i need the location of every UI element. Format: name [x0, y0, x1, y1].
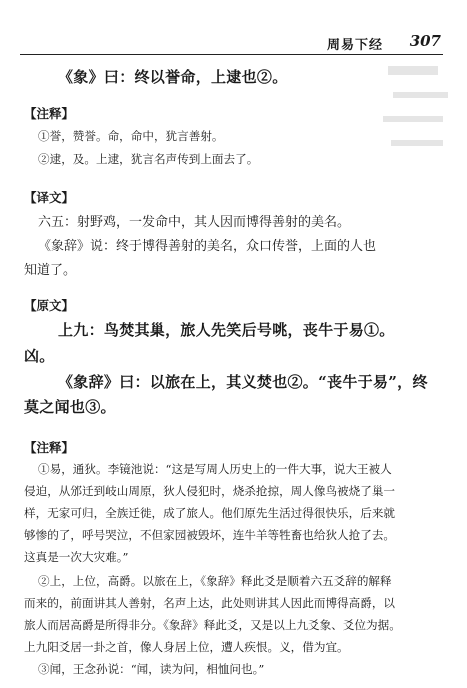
original-line: 上九：鸟焚其巢，旅人先笑后号咷，丧牛于易①。 — [58, 321, 395, 339]
notes-heading: 【注释】 — [24, 106, 75, 121]
original-line: 莫之闻也③。 — [24, 398, 116, 416]
original-line: 《象辞》曰：以旅在上，其义焚也②。“丧牛于易”，终 — [58, 373, 428, 391]
note-line: 上九阳爻居一卦之首，像人身居上位，遭人疾恨。义，借为宜。 — [24, 640, 349, 654]
notes-heading: 【注释】 — [24, 440, 75, 455]
original-heading: 【原文】 — [24, 298, 75, 313]
header-title: 周易下经 — [326, 38, 383, 53]
running-header — [20, 32, 443, 55]
note-line: ③闻，王念孙说：“闻，读为问，相恤问也。” — [38, 662, 265, 676]
note-item: ②逮，及。上逮，犹言名声传到上面去了。 — [38, 152, 259, 166]
bleed-through-marks — [383, 62, 453, 172]
note-line: 侵迫，从邠迁到岐山周原，狄人侵犯时，烧杀抢掠，周人像鸟被烧了巢一 — [24, 484, 396, 498]
note-line: 而来的，前面讲其人善射，名声上达，此处则讲其人因此而博得高爵，以 — [24, 596, 396, 610]
page-number: 307 — [409, 32, 441, 50]
original-line: 凶。 — [24, 347, 55, 365]
note-line: 旅人而居高爵是所得非分。《象辞》释此爻，又是以上九爻象、爻位为据。 — [24, 618, 401, 632]
translation-line: 《象辞》说：终于博得善射的美名，众口传誉，上面的人也 — [38, 239, 377, 254]
note-line: 这真是一次大灾难。” — [24, 550, 129, 564]
note-line: ①易，通狄。李镜池说：“这是写周人历史上的一件大事，说大王被人 — [38, 462, 392, 476]
verse-line: 《象》曰：终以誉命，上逮也②。 — [58, 68, 288, 86]
note-line: ②上，上位，高爵。以旅在上，《象辞》释此爻是顺着六五爻辞的解释 — [38, 574, 392, 588]
note-item: ①誉，赞誉。命，命中，犹言善射。 — [38, 129, 224, 143]
note-line: 样，无家可归，全族迁徙，成了旅人。他们原先生活过得很快乐，后来就 — [24, 506, 396, 520]
translation-line: 六五：射野鸡，一发命中，其人因而博得善射的美名。 — [38, 215, 351, 230]
translation-line: 知道了。 — [24, 263, 77, 278]
translation-heading: 【译文】 — [24, 190, 75, 205]
note-line: 够惨的了，呼号哭泣，不但家园被毁坏，连牛羊等牲畜也给狄人抢了去。 — [24, 528, 396, 542]
